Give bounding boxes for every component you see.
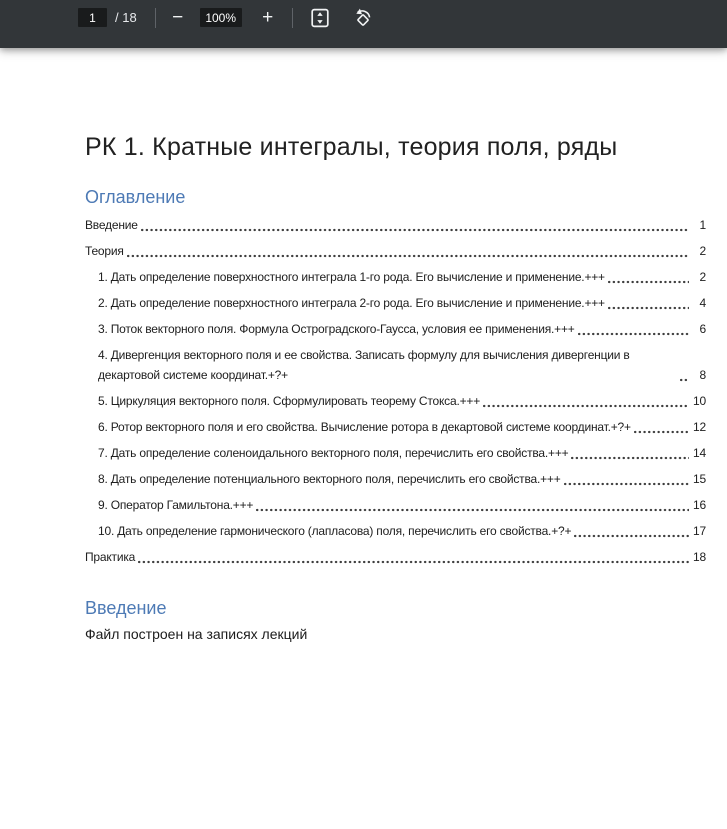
toc-entry-label: 1. Дать определение поверхностного интеграла 1-го рода. Его вычисление и применение.+++ xyxy=(98,270,605,284)
pdf-page xyxy=(0,48,727,684)
rotate-counterclockwise-icon xyxy=(351,7,373,29)
toc-entry-label: Практика xyxy=(85,550,136,564)
table-of-contents xyxy=(85,215,706,567)
zoom-in-button[interactable]: + xyxy=(259,8,277,27)
fit-page-button[interactable] xyxy=(308,6,332,30)
toc-entry[interactable] xyxy=(85,469,706,489)
toolbar-divider xyxy=(155,8,156,28)
toc-leader-dots xyxy=(571,456,689,460)
toc-entry-page: 8 xyxy=(699,368,706,382)
toc-leader-dots xyxy=(608,306,689,310)
toc-entry-label: 2. Дать определение поверхностного интеграла 2-го рода. Его вычисление и применение.+++ xyxy=(98,296,605,310)
toc-entry-page: 17 xyxy=(693,524,706,538)
toc-entry[interactable] xyxy=(85,345,706,385)
toc-entry[interactable] xyxy=(85,241,706,261)
toc-entry-label: Теория xyxy=(85,244,124,258)
toc-entry[interactable] xyxy=(85,267,706,287)
toc-leader-dots xyxy=(634,430,689,434)
toc-entry-page: 10 xyxy=(693,394,706,408)
toc-entry-label: 8. Дать определение потенциального векторного поля, перечислить его свойства.+++ xyxy=(98,472,561,486)
toc-entry[interactable] xyxy=(85,547,706,567)
toc-entry-label: 4. Дивергенция векторного поля и ее свойства. Записать формулу для вычисления дивергенции в декартовой системе координат.+?+ xyxy=(98,348,630,382)
toc-leader-dots xyxy=(680,378,689,382)
pdf-toolbar xyxy=(0,0,727,48)
toc-entry[interactable] xyxy=(85,417,706,437)
toc-leader-dots xyxy=(564,482,689,486)
toc-entry-label: 6. Ротор векторного поля и его свойства. Вычисление ротора в декартовой системе координат.+?+ xyxy=(98,420,631,434)
toc-entry[interactable] xyxy=(85,293,706,313)
toc-entry[interactable] xyxy=(85,443,706,463)
toc-entry[interactable] xyxy=(85,215,706,235)
toolbar-divider xyxy=(292,8,293,28)
rotate-counterclockwise-button[interactable] xyxy=(350,6,374,30)
toc-leader-dots xyxy=(141,228,689,232)
toc-entry-page: 15 xyxy=(693,472,706,486)
toc-entry-label: 5. Циркуляция векторного поля. Сформулировать теорему Стокса.+++ xyxy=(98,394,481,408)
toc-entry-page: 2 xyxy=(699,244,706,258)
toc-leader-dots xyxy=(127,254,689,258)
toc-leader-dots xyxy=(574,534,689,538)
toc-entry[interactable] xyxy=(85,521,706,541)
toc-entry-label: 3. Поток векторного поля. Формула Остроградского-Гаусса, условия ее применения.+++ xyxy=(98,322,575,336)
zoom-level-display[interactable]: 100% xyxy=(200,8,242,27)
toc-entry-label: 7. Дать определение соленоидального векторного поля, перечислить его свойства.+++ xyxy=(98,446,569,460)
toc-entry-page: 14 xyxy=(693,446,706,460)
toc-entry-page: 4 xyxy=(699,296,706,310)
toc-entry-page: 16 xyxy=(693,498,706,512)
toc-entry-page: 1 xyxy=(699,218,706,232)
page-count-label: / 18 xyxy=(115,10,137,25)
zoom-out-button[interactable]: − xyxy=(169,8,187,27)
toc-entry-page: 12 xyxy=(693,420,706,434)
toc-leader-dots xyxy=(483,404,689,408)
toc-leader-dots xyxy=(578,332,689,336)
toc-leader-dots xyxy=(138,560,689,564)
page-number-input[interactable] xyxy=(78,8,107,27)
toc-entry-label: 10. Дать определение гармонического (лапласова) поля, перечислить его свойства.+?+ xyxy=(98,524,572,538)
toc-leader-dots xyxy=(608,280,689,284)
intro-heading: Введение xyxy=(85,598,167,618)
toc-heading: Оглавление xyxy=(85,187,186,207)
toc-entry-label: 9. Оператор Гамильтона.+++ xyxy=(98,498,254,512)
toc-entry[interactable] xyxy=(85,391,706,411)
fit-page-icon xyxy=(309,7,331,29)
toc-entry-page: 2 xyxy=(699,270,706,284)
toc-entry[interactable] xyxy=(85,495,706,515)
toc-leader-dots xyxy=(256,508,689,512)
intro-paragraph: Файл построен на записях лекций xyxy=(85,626,308,642)
toc-entry-label: Введение xyxy=(85,218,138,232)
document-title: РК 1. Кратные интегралы, теория поля, ряды xyxy=(85,133,618,161)
toc-entry[interactable] xyxy=(85,319,706,339)
toc-entry-page: 6 xyxy=(699,322,706,336)
toc-entry-page: 18 xyxy=(693,550,706,564)
